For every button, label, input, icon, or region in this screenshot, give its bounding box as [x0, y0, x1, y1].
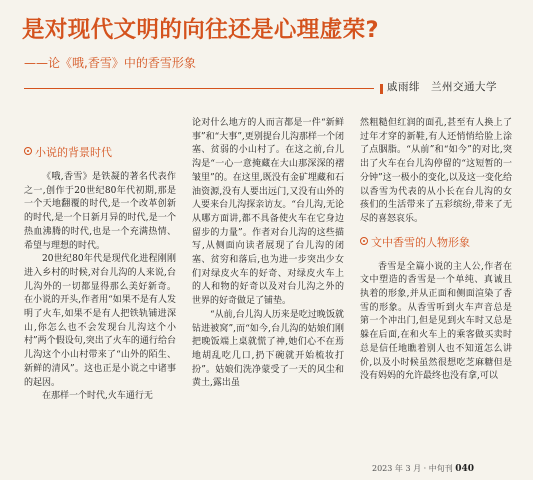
bullet-circle-icon	[24, 147, 32, 155]
column-2	[192, 117, 344, 391]
article-title: 是对现代文明的向往还是心理虚荣?	[22, 17, 379, 43]
page-footer	[372, 463, 474, 474]
divider-line	[24, 88, 374, 89]
paragraph: 然粗糙但红润的面孔,甚至有人换上了过年才穿的新鞋,有人还悄悄给脸上涂了点胭脂。“从前”和“如今”的对比,突出了火车在台儿沟停留的“这短暂的一分钟”这一极小的变化,以及这一变化给以香雪为代表的从小长在台儿沟的女孩们的生活带来了五彩缤纷,带来了无尽的喜怒哀乐。	[360, 118, 512, 224]
author-byline: 戚雨绯 兰州交通大学	[387, 81, 497, 93]
paragraph: 《哦,香雪》是铁凝的著名代表作之一,创作于20世纪80年代初期,那是一个天地翻覆的时代,是一个改革创新的时代,是一个日新月异的时代,是一个热血沸腾的时代,也是一个充满热情、希望与理想的时代。	[24, 172, 176, 251]
paragraph: 论对什么地方的人而言都是一件“新鲜事”和“大事”,更别提台儿沟那样一个闭塞、贫弱的小山村了。在这之前,台儿沟是“一心一意掩藏在大山那深深的褶皱里”的。在这里,既没有金矿埋藏和石油资源,没有人要出远门,又没有山外的人要来台儿沟探亲访友。“台儿沟,无论从哪方面讲,都不具备使火车在它身边留步的力量”。作者对台儿沟的这些描写,从侧面向读者展现了台儿沟的闭塞、贫穷和落后,也为进一步突出少女们对绿皮火车的好奇、对绿皮火车上的人和物的好奇以及对台儿沟之外的世界的好奇做足了铺垫。	[192, 118, 344, 307]
paragraph: 香雪是全篇小说的主人公,作者在文中塑造的香雪是一个单纯、真诚且执着的形象,并从正面和侧面渲染了香雪的形象。从香雪听到火车声音总是第一个冲出门,但是见到火车时又总是躲在后面,在和火车上的乘客做买卖时总是信任地瞧着别人也不知道怎么讲价,以及小时候虽然很想吃芝麻糖但是没有妈妈的允许最终也没有拿,可以	[360, 261, 512, 382]
divider-mark	[380, 84, 383, 94]
paragraph: 在那样一个时代,火车通行无	[42, 391, 153, 402]
author-bar	[24, 79, 511, 99]
page-number: 040	[455, 464, 475, 474]
section-heading: 小说的背景时代	[24, 145, 176, 161]
journal-date: 2023 年 3 月 · 中旬刊	[372, 464, 453, 473]
paragraph: 20世纪80年代是现代化进程刚刚进入乡村的时候,对台儿沟的人来说,台儿沟外的一切都显得那么美好新奇。在小说的开头,作者用“如果不是有人发明了火车,如果不是有人把铁轨铺进深山,你怎么也不会发现台儿沟这个小村”两个假设句,突出了火车的通行给台儿沟这个小山村带来了“山外的陌生、新鲜的清风”。这也正是小说之中诸事的起因。	[24, 254, 176, 388]
column-3	[360, 117, 512, 384]
column-1	[24, 137, 176, 404]
paragraph: “从前,台儿沟人历来是吃过晚饭就钻进被窝”,而“如今,台儿沟的姑娘们刚把晚饭端上桌就慌了神,她们心不在焉地胡乱吃几口,扔下碗就开始梳妆打扮”。姑娘们洗净蒙受了一天的风尘和黄土,露出虽	[192, 309, 344, 389]
bullet-circle-icon	[360, 237, 368, 245]
article-subtitle: ——论《哦,香雪》中的香雪形象	[24, 56, 196, 70]
section-heading: 文中香雪的人物形象	[360, 235, 512, 251]
